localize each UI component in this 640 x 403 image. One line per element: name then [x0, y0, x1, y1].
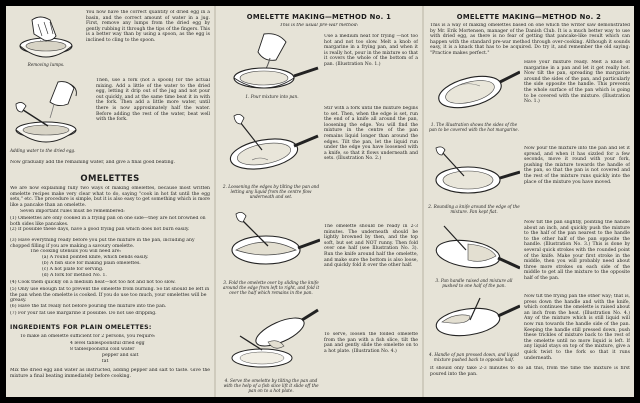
- mixing-final-paragraph: Mix the dried egg and water as instructed, adding pepper and salt to taste. Give the mixture a final beating immediately before cooking.: [10, 368, 210, 379]
- omelettes-heading: OMELETTES: [80, 174, 140, 184]
- method-one-heading: OMELETTE MAKING—METHOD No. 1: [246, 13, 392, 21]
- method-one-serve-paragraph: To serve, loosen the folded omelette from the pan with a fish slice, tilt the pan and gently slide the omelette on to a hot plate. (Illustration No. 4.): [324, 332, 418, 354]
- fork-lead-line: [10, 70, 210, 78]
- illustration-serve-omelette: [222, 306, 320, 376]
- panel-method-one: [216, 6, 422, 397]
- rule-5: (5) Only use enough fat to prevent the omelette from burning. So fat should be left in the pan when the omelette is cooked. If you do use too much, your omelettes will be greasy.: [10, 287, 210, 304]
- omelettes-intro-paragraph: We are now explaining fully two ways of making omelettes, because most written omelette recipes make very clear what to do, saying "cook in hot fat until the egg sets," etc. The procedure is simple, but it is also easy to get something which is more like a pancake than an omelette.: [10, 186, 210, 208]
- ingredients-heading: INGREDIENTS FOR PLAIN OMELETTES:: [10, 324, 152, 331]
- rule-7: (7) For your fat use margarine if possible. Do not use dripping.: [10, 311, 157, 316]
- rule-2: (2) If possible these days, have a good frying pan which does not burn easily.: [10, 227, 190, 232]
- tool-b: (b) A fish slice for making plain omelettes.: [42, 261, 141, 266]
- caption-method-two-3: 3. Pan handle raised and mixture all pushed to one half of the pan.: [435, 278, 513, 288]
- illustration-loosening-edges: [222, 112, 320, 182]
- tools-lead: The cooking utensils you will need are:: [30, 249, 122, 254]
- rule-6: (6) Have the fat really hot before pouring the mixture into the pan.: [10, 304, 167, 309]
- illustration-fold-omelette: [222, 206, 320, 278]
- ingredient-water: 8 tablespoonsful cold water: [70, 347, 135, 352]
- caption-method-one-3: 3. Fold the omelette over by sliding the knife around the edge from left to right, and fold it over the half which remains in the pan.: [222, 280, 320, 295]
- caption-method-two-4: 4. Handle of pan pressed down, and liquid mixture pushed back to opposite half.: [429, 352, 519, 362]
- tool-d: (d) A fork for method No. 1.: [42, 273, 107, 278]
- ingredient-egg: 4 level tablespoonsful dried egg: [70, 341, 145, 346]
- ingredients-lead: To make an omelette sufficient for 2 persons, you require:: [20, 334, 156, 339]
- removing-lumps-illustration: [10, 10, 82, 62]
- method-one-use-paragraph: Use a medium heat for frying —not too hot and not too slow. Melt a knob of margarine in a frying pan, and when it is really hot, pour in the mixture so that it covers the whole of the bottom of a pan. (Illustration No. 1.): [324, 34, 418, 67]
- panel-method-two: [424, 6, 634, 397]
- illustration-pour-mixture: [224, 32, 320, 94]
- rules-lead: Seven important rules must be remembered:: [20, 209, 125, 214]
- final-beating-paragraph: Now gradually add the remaining water, and give a final good beating.: [10, 160, 175, 165]
- panel-dried-egg-preparation: [6, 6, 214, 397]
- rule-1: (1) Omelettes are only cooked in a frying pan on one side—they are not browned on both sides like pancakes.: [10, 216, 206, 227]
- caption-method-one-1: 1. Pour mixture into pan.: [245, 94, 299, 99]
- caption-adding-water: Adding water to the dried egg.: [10, 148, 76, 153]
- adding-water-illustration: [10, 78, 94, 148]
- method-two-heat-paragraph: Have your mixture ready. Melt a knob of margarine in a pan and let it get really hot. Now tilt the pan, spreading the margarine around the sides of the pan, and particularly the side opposite the handle. This prevents the whole surface of the pan which is going to be covered with the mixture. (Illustration No. 1.): [524, 60, 630, 105]
- ingredient-seasoning: pepper and salt: [102, 353, 139, 358]
- caption-removing-lumps: Removing lumps.: [27, 62, 65, 67]
- method-two-fold-paragraph: Now tilt the frying pan the other way; that is, press down the handle and with the knife, which continues the omelette is raised about an inch from the heat. (Illustration No. 4.) Any of the mixture which is still liquid will now run towards the handle side of the pan. Keeping the handle still pressed down, push these trickles of mixture back to the rest of the omelette until no more liquid is left. If any liquid stays on top of the mixture, give a quick twist to the fork so that it runs underneath.: [524, 294, 630, 361]
- caption-method-two-1: 1. The illustration shows the sides of the pan to be covered with the hot margarine.: [429, 122, 519, 132]
- illustration-round-knife: [428, 146, 520, 204]
- illustration-grease-pan-sides: [428, 60, 520, 122]
- illustration-push-mixture: [428, 218, 520, 278]
- caption-method-one-2: 2. Loosening the edges by tilting the pan and letting any liquid from the centre flow underneath and set.: [222, 184, 320, 199]
- fork-mixing-paragraph: Then, use a fork (not a spoon) for the actual mixing. Add a little of the water to the dried egg, letting it drip out of the jug and not pour out quickly, and at the same time beat it in with the fork. Then add a little more water, until there is now approximately half the water. Before adding the rest of the water, beat well with the fork.: [96, 78, 210, 123]
- method-one-subheading: This is the usual pre-war method:: [279, 23, 359, 28]
- intro-paragraph: You now have the correct quantity of dried egg in a basin, and the correct amount of water in a jug. First, remove any lumps from the dried egg by gently rubbing it through the tips of the fingers. This is a better way than by using a spoon, as the egg is inclined to cling to the spoon.: [86, 10, 210, 43]
- caption-method-two-2: 2. Rounding a knife around the edge of the mixture. Pan kept flat.: [428, 204, 520, 214]
- caption-method-one-4: 4. Serve the omelette by tilting the pan and with the help of a fish slice lift it slide off the pan on to a hot plate.: [223, 378, 319, 393]
- ingredient-fat: fat: [102, 359, 109, 364]
- tool-a: (a) A round pointed knife, which bends easily.: [42, 255, 149, 260]
- method-two-hold-paragraph: Now tilt the pan slightly, pointing the handle about an inch, and quickly push the mixture to the half of the pan nearest to the handle to the other half of the pan opposite the handle. (Illustration No. 3.) This is done by several quick strokes with the rounded point of the knife. Make your first stroke in the middle, then you will probably need about three more strokes on each side of the middle to get all the mixture to the opposite half of the pan.: [524, 220, 630, 281]
- rule-4: (4) Cook them quickly on a medium heat—not too hot and not too slow.: [10, 280, 176, 285]
- method-one-stir-paragraph: Stir with a fork until the mixture begins to set. Then, when the edge is set, run the end of a knife all around the pan, loosening the edge. You will find the mixture in the centre of the pan remains liquid longer than around the edges. Tilt the pan, let the liquid run under the edge you have loosened with a knife, so that it flows underneath and sets. (Illustration No. 2.): [324, 106, 418, 162]
- method-two-final-paragraph: It should only take 2-3 minutes to do all this, from the time the mixture is first poured into the pan.: [430, 366, 630, 377]
- rule-3: (3) Have everything ready before you put the mixture in the pan, including any chopped filling if you are making a savoury omelette.: [10, 238, 195, 249]
- tool-c: (c) A hot plate for serving.: [42, 267, 104, 272]
- leaflet-sheet: [6, 6, 634, 397]
- method-two-heading: OMELETTE MAKING—METHOD No. 2: [456, 13, 602, 21]
- method-two-intro-paragraph: This is a way of making omelettes based on one which the writer saw demonstrated by Mr. Erik Mortensen, manager of the Danish Club. It is a much better way to use with dried egg, as there is no fear of getting that pancake-like result which can happen with the standard pre-war method through over-cooking. Although it sounds easy, it is a knack that has to be acquired. Do try it, and remember the old saying: "Practice makes perfect.": [430, 23, 630, 55]
- method-one-set-paragraph: The omelette should be ready in 2-3 minutes. The underneath should be lightly browned by then, and the top soft, but set and NOT runny. Then fold over one half (see Illustration No. 3). Run the knife around half the omelette, and make sure the bottom is also loose, and quickly fold it over the other half.: [324, 224, 418, 269]
- method-two-pour-paragraph: Now pour the mixture into the pan and let it spread, and when it has sizzled for a few seconds, move it round with your fork, pushing the mixture towards the handle of the pan, so that the pan is not covered and the rest of the mixture runs quickly into the place of the mixture you have moved.: [524, 146, 630, 185]
- illustration-tilt-back: [428, 292, 520, 352]
